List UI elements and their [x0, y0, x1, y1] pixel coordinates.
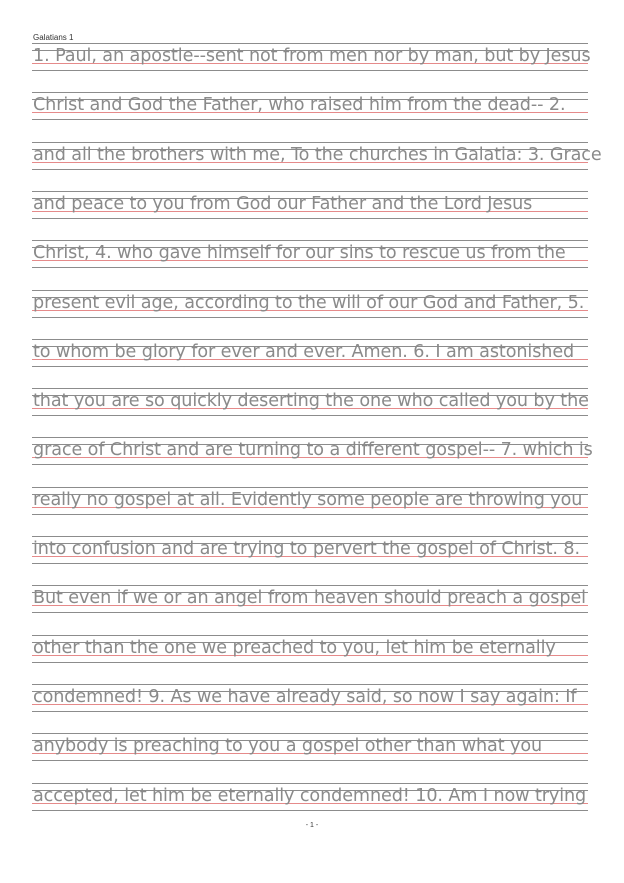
top-guide-rule [32, 437, 588, 438]
practice-line [32, 142, 602, 172]
top-guide-rule [32, 191, 588, 192]
top-guide-rule [32, 388, 588, 389]
page-title: Galatians 1 [33, 33, 74, 42]
trace-text: into confusion and are trying to pervert the gospel of Christ. 8. [33, 539, 580, 559]
bottom-guide-rule [32, 70, 588, 71]
practice-line [32, 635, 588, 665]
trace-text: accepted, let him be eternally condemned! 10. Am I now trying [33, 785, 587, 806]
trace-text: and all the brothers with me, To the churches in Galatia: 3. Grace [33, 144, 602, 165]
bottom-guide-rule [32, 169, 588, 170]
bottom-guide-rule [32, 563, 588, 564]
top-guide-rule [32, 536, 588, 537]
top-guide-rule [32, 240, 588, 241]
bottom-guide-rule [32, 810, 588, 811]
bottom-guide-rule [32, 317, 588, 318]
bottom-guide-rule [32, 612, 588, 613]
bottom-guide-rule [32, 662, 588, 663]
top-guide-rule [32, 585, 588, 586]
top-guide-rule [32, 92, 588, 93]
trace-text: really no gospel at all. Evidently some people are throwing you [33, 489, 583, 510]
trace-text: to whom be glory for ever and ever. Amen. 6. I am astonished [33, 341, 575, 362]
trace-text: Christ, 4. who gave himself for our sins to rescue us from the [33, 243, 566, 264]
practice-line [32, 437, 593, 467]
bottom-guide-rule [32, 415, 588, 416]
trace-text: Christ and God the Father, who raised him from the dead-- 2. [33, 95, 566, 116]
practice-line [32, 240, 588, 270]
practice-line [32, 388, 588, 418]
trace-text: present evil age, according to the will of our God and Father, 5. [33, 292, 585, 313]
trace-text: and peace to you from God our Father and the Lord Jesus [33, 193, 533, 214]
practice-line [32, 92, 588, 122]
practice-line [32, 191, 588, 221]
top-guide-rule [32, 733, 588, 734]
bottom-guide-rule [32, 760, 588, 761]
top-guide-rule [32, 339, 588, 340]
practice-line [32, 783, 588, 813]
top-guide-rule [32, 290, 588, 291]
handwriting-practice-lines [32, 0, 602, 883]
bottom-guide-rule [32, 514, 588, 515]
bottom-guide-rule [32, 218, 588, 219]
page-number: - 1 - [305, 822, 319, 829]
bottom-guide-rule [32, 464, 588, 465]
bottom-guide-rule [32, 366, 588, 367]
practice-line [32, 339, 588, 369]
trace-text: grace of Christ and are turning to a different gospel-- 7. which is [33, 440, 593, 461]
trace-text: But even if we or an angel from heaven should preach a gospel [33, 588, 586, 609]
bottom-guide-rule [32, 267, 588, 268]
top-guide-rule [32, 487, 588, 488]
practice-line [32, 536, 588, 566]
practice-line [32, 487, 588, 517]
top-guide-rule [32, 783, 588, 784]
practice-line [32, 684, 588, 714]
practice-line [32, 43, 591, 73]
top-guide-rule [32, 635, 588, 636]
bottom-guide-rule [32, 119, 588, 120]
trace-text: other than the one we preached to you, let him be eternally [33, 637, 556, 658]
practice-line [32, 733, 588, 763]
trace-text: that you are so quickly deserting the one who called you by the [33, 391, 589, 412]
bottom-guide-rule [32, 711, 588, 712]
top-guide-rule [32, 142, 588, 143]
trace-text: 1. Paul, an apostle--sent not from men nor by man, but by Jesus [33, 46, 591, 66]
top-guide-rule [32, 43, 588, 44]
practice-line [32, 290, 588, 320]
practice-line [32, 585, 588, 615]
trace-text: condemned! 9. As we have already said, so now I say again: If [33, 686, 577, 707]
top-guide-rule [32, 684, 588, 685]
trace-text: anybody is preaching to you a gospel other than what you [33, 736, 543, 757]
